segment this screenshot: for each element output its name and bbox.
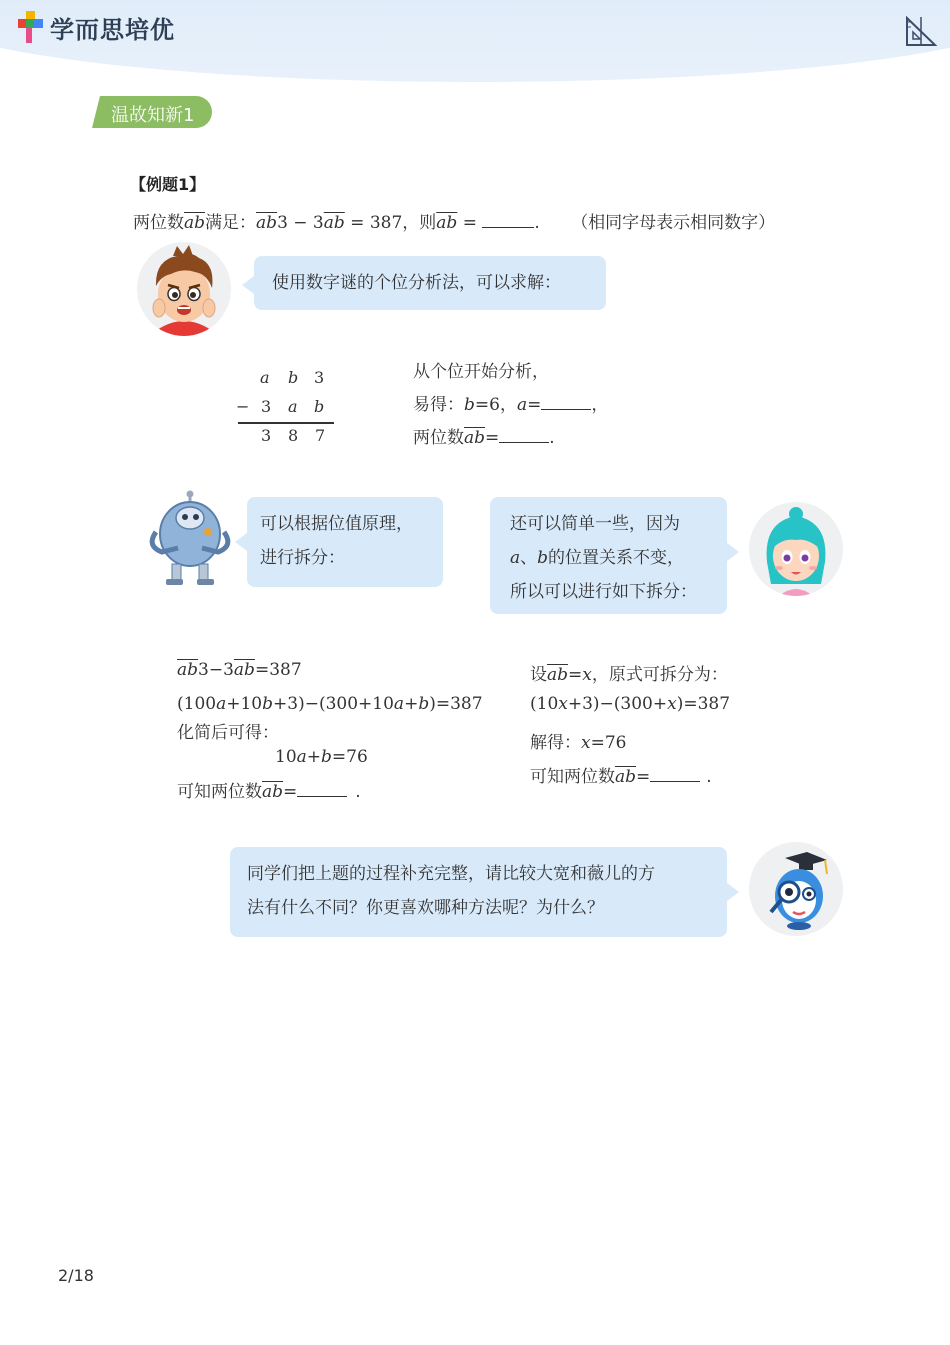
vertical-row-3: 3 8 7 (261, 426, 326, 445)
answer-blank[interactable] (499, 426, 549, 443)
logo-mark-icon (18, 11, 44, 45)
answer-blank[interactable] (541, 393, 591, 410)
vertical-row-2: − 3 a b (236, 397, 325, 416)
girl-avatar-icon (749, 502, 843, 596)
question-text: 两位数$\overline{ab}$满足：$\overline{ab}3 - 3\overline{ab} = 387$，则$\overline{ab}$ = . （相同字母表示相同数字） (133, 213, 776, 233)
ruler-triangle-icon (904, 14, 938, 52)
boy-avatar-icon (137, 242, 231, 336)
page-number: 2/18 (58, 1266, 94, 1285)
vertical-subtraction (236, 364, 336, 451)
mascot-speech-bubble: 同学们把上题的过程补充完整，请比较大宽和薇儿的方 法有什么不同？你更喜欢哪种方法呢？为什么？ (230, 847, 727, 937)
section-tag: 温故知新1 (92, 96, 212, 128)
logo (18, 10, 175, 45)
left-method: $\overline{ab}3-3\overline{ab}=387$ (100a+10b+3)−(300+10a+b)=387 化简后可得： 10a+b=76 可知两位数$\overline{ab}=$ . (177, 660, 483, 802)
answer-blank[interactable] (297, 780, 347, 797)
answer-blank[interactable] (650, 765, 700, 782)
boy-speech-bubble: 使用数字谜的个位分析法，可以求解： (254, 256, 606, 310)
robot-speech-bubble: 可以根据位值原理， 进行拆分： (247, 497, 443, 587)
mascot-avatar-icon (749, 842, 843, 936)
robot-avatar-icon (148, 488, 232, 588)
vertical-row-1: a b 3 (260, 368, 325, 387)
logo-text: 学而思培优 (50, 16, 175, 44)
girl-speech-bubble: 还可以简单一些，因为 a、b的位置关系不变， 所以可以进行如下拆分： (490, 497, 727, 614)
units-digit-analysis: 从个位开始分析， 易得：b=6，a= ， 两位数$\overline{ab}=$ . (413, 362, 609, 448)
right-method: 设$\overline{ab}=x$，原式可拆分为： (10x+3)−(300+x)=387 解得：x=76 可知两位数$\overline{ab}=$ . (530, 665, 731, 787)
example-title: 【例题1】 (130, 175, 206, 194)
answer-blank[interactable] (482, 211, 534, 228)
